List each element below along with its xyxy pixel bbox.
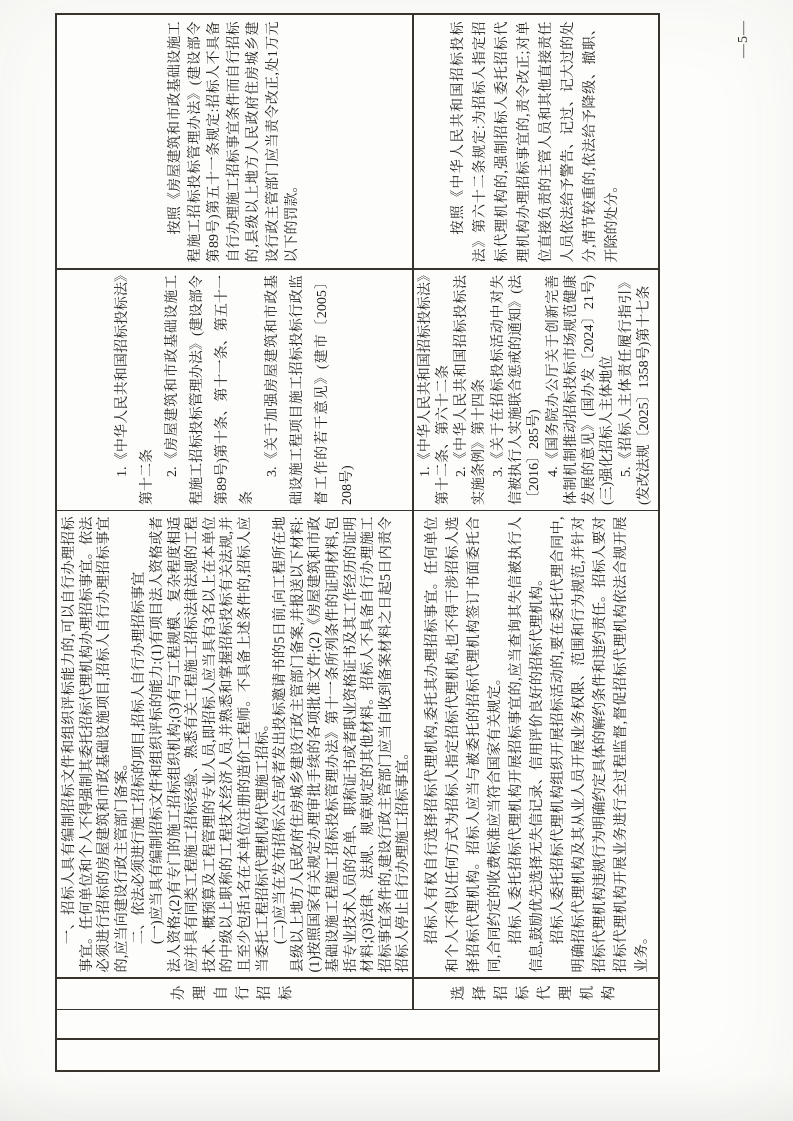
legal-basis-cell-self-managed-bidding	[57, 270, 412, 510]
empty-merged-column-outer	[57, 1040, 658, 1070]
duty-content-cell-agency-selection	[414, 512, 658, 978]
legal-basis-item: 5.《招标人主体责任履行指引》(发改法规〔2025〕1358号)第十七条	[618, 275, 653, 505]
legal-basis-item: 2.《中华人民共和国招标投标法实施条例》第十四条	[454, 275, 488, 505]
legal-basis-item: 1.《中华人民共和国招标投标法》第十二条、第六十二条	[417, 275, 451, 505]
page-number: —5—	[736, 20, 751, 58]
liability-cell-self-managed-bidding	[57, 16, 412, 269]
row-header-label: 选择招标代理机构	[449, 986, 622, 1003]
liability-cell-agency-selection	[414, 16, 658, 269]
liability-text: 按照《中华人民共和国招标投标法》第六十二条规定:为招标人指定招标代理机构的,强制招标人委托招标代理机构办理招标事宜的,责令改正;对单位直接负责的主管人员和其他直接责任人员依法给予警告、记过、记大过的处分,情节较重的,依法给予降级、撤职、开除的处分。	[450, 21, 620, 263]
legal-basis-item: 1.《中华人民共和国招标投标法》第十二条	[114, 275, 155, 505]
duty-paragraph: (一)应当具有编制招标文件和组织评标的能力:(1)有项目法人资格或者法人资格;(2)有专门的施工招标组织机构;(3)有与工程规模、复杂程度相适应并具有同类工程施工招标经验、熟悉有关工程施工招标法律法规的工程技术、概预算及工程管理的专业人员,即招标人应当具有3名以上在本单位的中级以上职称的工程技术经济人员,并熟悉和掌握招标投标有关法规,并且至少包括1名在本单位注册的造价工程师。不具备上述条件的,招标人应当委托工程招标代理机构代理施工招标。	[148, 516, 271, 973]
legal-basis-item: 4.《国务院办公厅关于创新完善体制机制推动招标投标市场规范健康发展的意见》(国办发〔2024〕21号)(三)强化招标人主体地位	[545, 275, 616, 505]
row-header-self-managed-bidding	[57, 979, 412, 1009]
duty-paragraph: 招标人有权自行选择招标代理机构,委托其办理招标事宜。任何单位和个人不得以任何方式为招标人指定招标代理机构,也不得干涉招标人选择招标代理机构。招标人应当与被委托的招标代理机构签订书面委托合同,合同约定的收费标准应当符合国家有关规定。	[423, 516, 503, 973]
legal-basis-item: 3.《关于在招标投标活动中对失信被执行人实施联合惩戒的通知》(法〔2016〕285号)	[490, 275, 543, 505]
legal-basis-item: 3.《关于加强房屋建筑和市政基础设施工程项目施工招标投标行政监督工作的若干意见》(建市〔2005〕208号)	[264, 275, 355, 505]
liability-text: 按照《房屋建筑和市政基础设施工程施工招标投标管理办法》(建设部令第89号)第五十一条规定:招标人不具备自行办理施工招标事宜条件而自行招标的,县级以上地方人民政府住房城乡建设行政主管部门应当责令改正,处1万元以下的罚款。	[168, 21, 301, 263]
legal-basis-item: 2.《房屋建筑和市政基础设施工程施工招标投标管理办法》(建设部令第89号)第十条、第十一条、第五十一条	[164, 275, 255, 505]
duty-paragraph: (二)应当在发布招标公告或者发出投标邀请书的5日前,向工程所在地县级以上地方人民政府住房城乡建设行政主管部门备案,并报送以下材料:(1)按照国家有关规定办理审批手续的各项批准文件;(2)《房屋建筑和市政基础设施工程施工招标投标管理办法》第十一条所列条件的证明材料,包括专业技术人员的名单、职称证书或者职业资格证书及其工作经历的证明材料;(3)法律、法规、规章规定的其他材料。招标人不具备自行办理施工招标事宜条件的,建设行政主管部门应当自收到备案材料之日起5日内责令招标人停止自行办理施工招标事宜。	[272, 516, 412, 973]
legal-basis-cell-agency-selection	[414, 270, 658, 510]
duty-paragraph: 招标人委托招标代理机构组织开展招标活动的,要在委托代理合同中,明确招标代理机构及其从业人员开展业务权限、范围和行为规范,并针对招标代理机构违规行为明确约定具体的解约条件和违约责任。招标人要对招标代理机构开展业务进行全过程监督,督促招标代理机构依法合规开展业务。	[549, 516, 650, 973]
row-header-label: 办理自行招标	[170, 986, 299, 1003]
row-header-agency-selection	[414, 979, 658, 1009]
duty-content-cell-self-managed-bidding	[57, 512, 412, 978]
duty-paragraph: 一、招标人具有编制招标文件和组织评标能力的,可以自行办理招标事宜。任何单位和个人不得强制其委托招标代理机构办理招标事宜。依法必须进行招标的房屋建筑和市政基础设施项目,招标人自行办理招标事宜的,应当向建设行政主管部门备案。	[61, 516, 130, 973]
empty-merged-column-inner	[57, 1011, 658, 1039]
duty-paragraph: 招标人委托招标代理机构开展招标事宜的,应当查询其失信被执行人信息,鼓励优先选择无失信记录、信用评价良好的招标代理机构。	[507, 516, 545, 973]
duty-paragraph: 二、依法必须进行施工招标的项目,招标人自行办理招标事宜	[131, 571, 148, 945]
responsibility-table	[55, 14, 660, 1073]
